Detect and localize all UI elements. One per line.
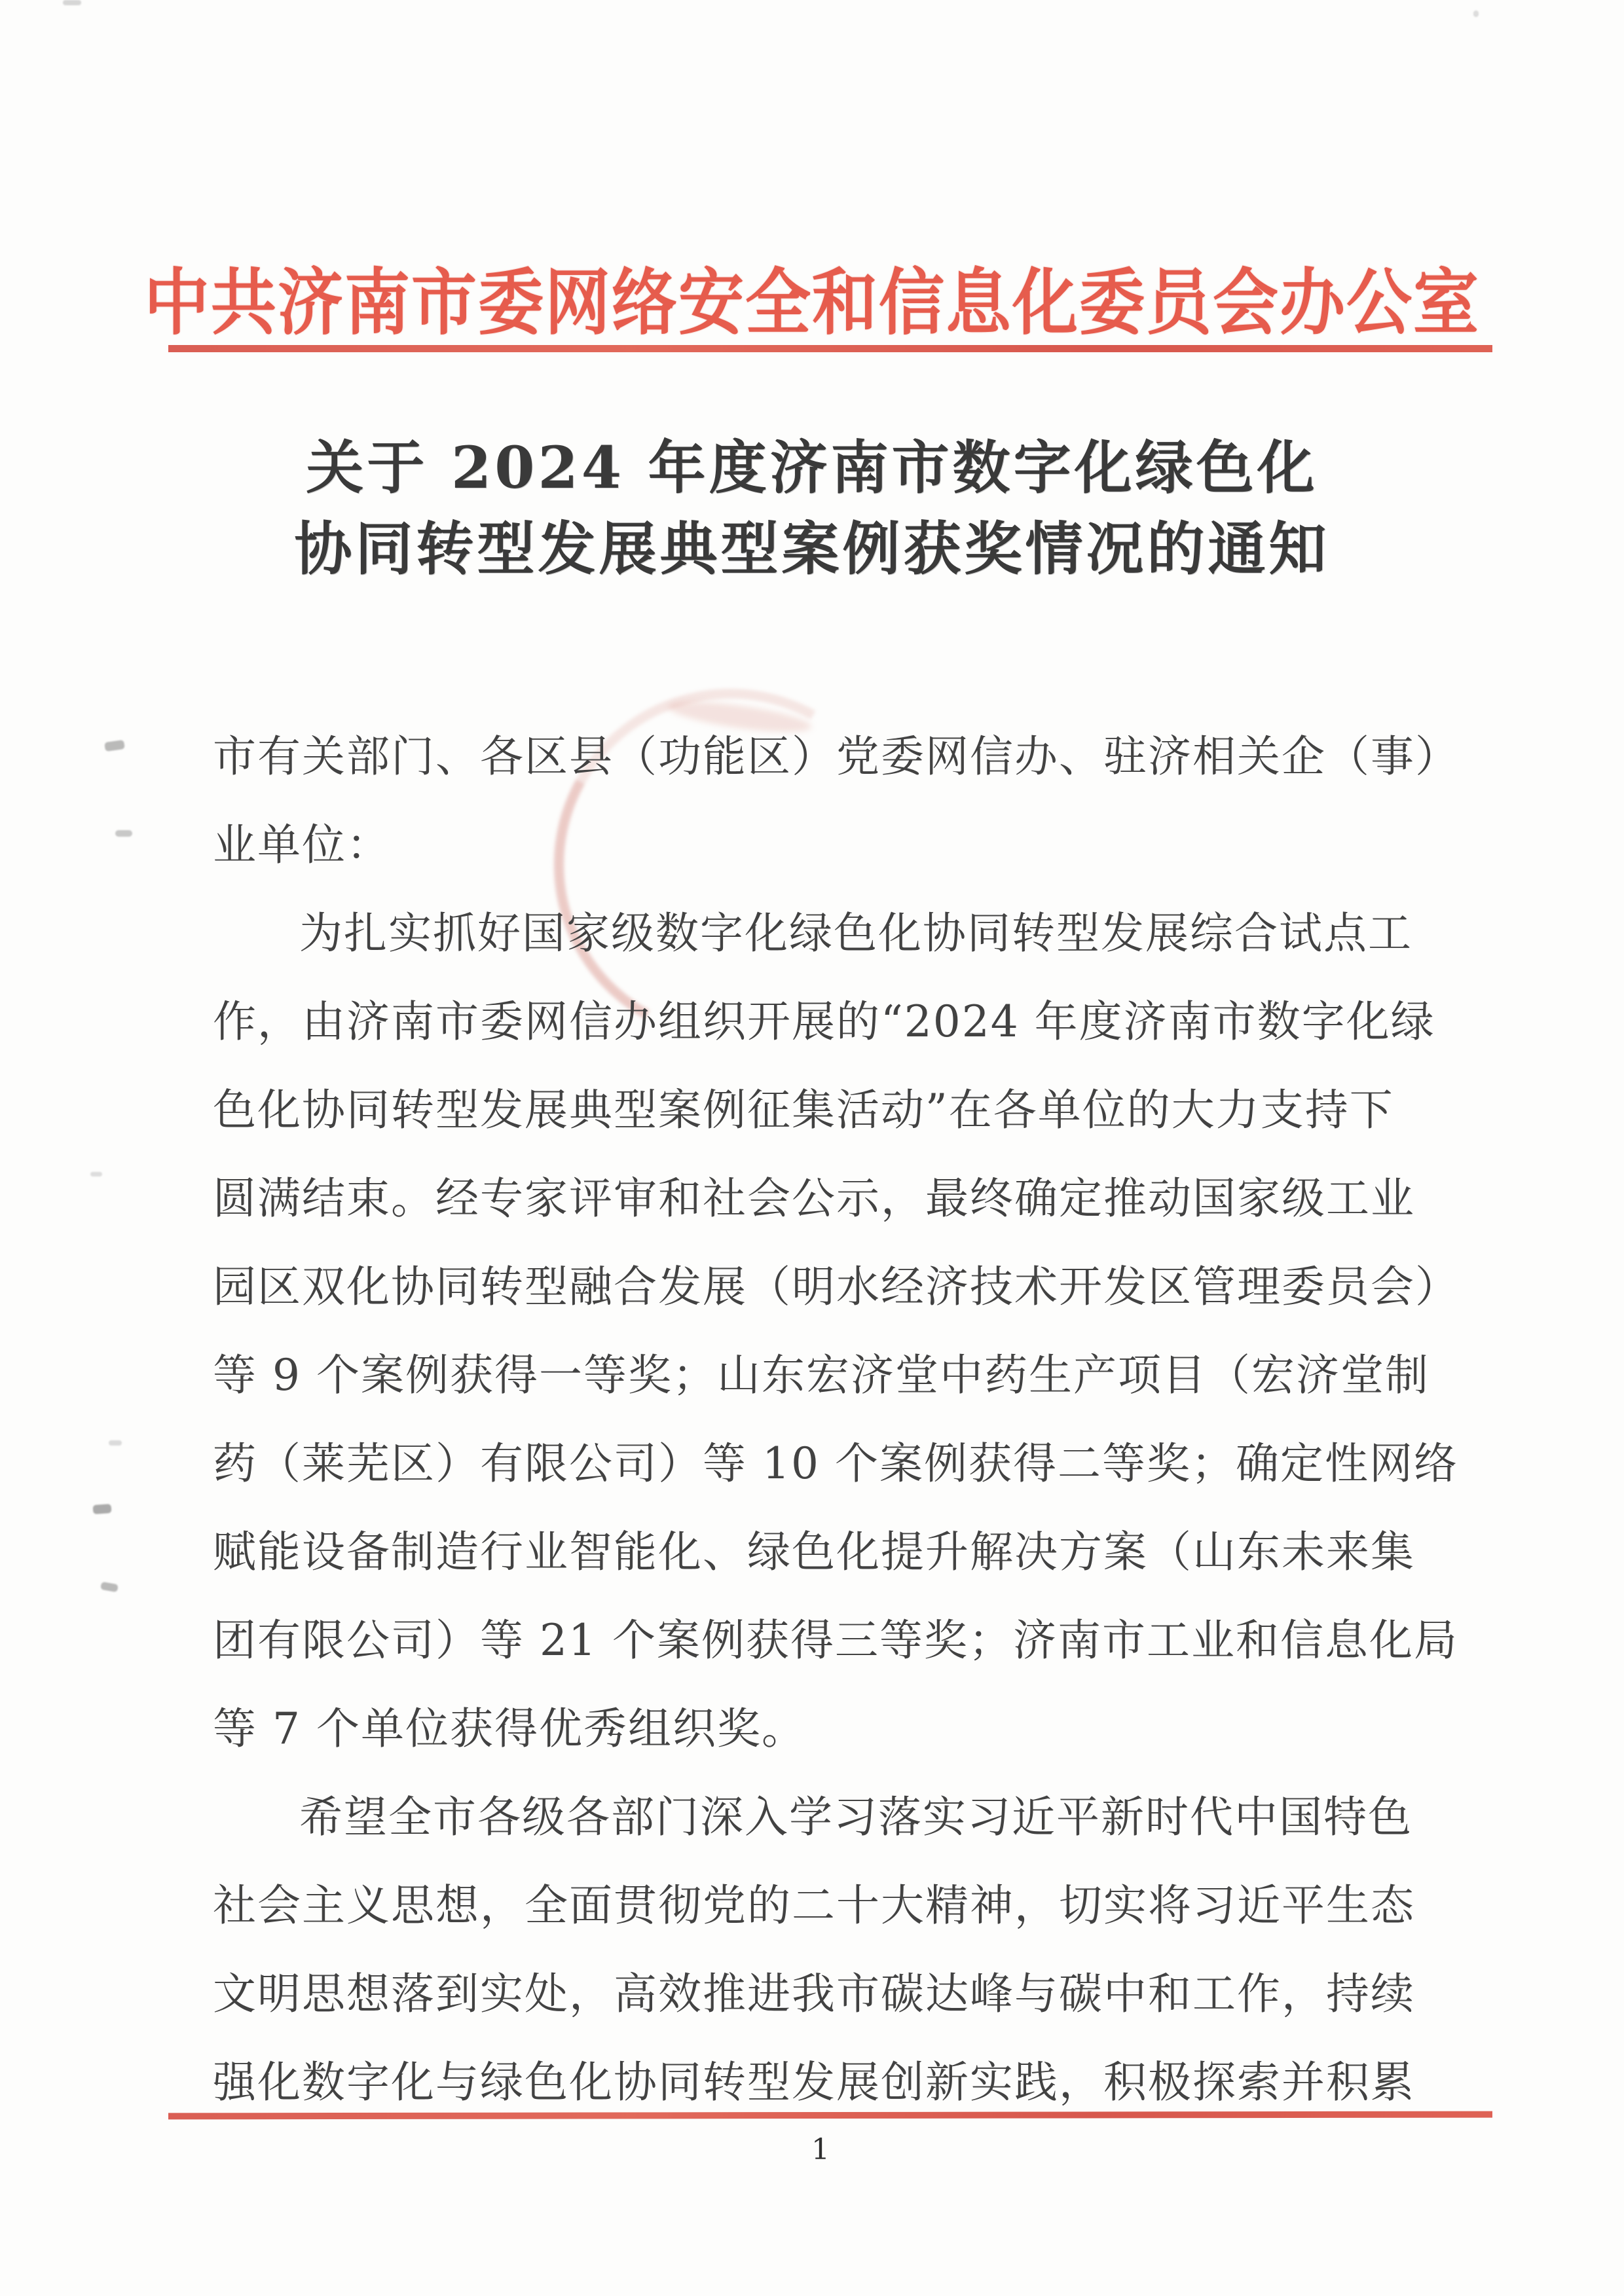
scan-artifact bbox=[93, 1504, 112, 1514]
page-number: 1 bbox=[811, 2133, 830, 2166]
body-line: 希望全市各级各部门深入学习落实习近平新时代中国特色 bbox=[299, 1792, 1412, 1842]
letterhead-office-name: 中共济南市委网络安全和信息化委员会办公室 bbox=[144, 260, 1480, 345]
document-title-line1: 关于 2024 年度济南市数字化绿色化 bbox=[306, 433, 1318, 501]
scan-artifact bbox=[109, 1440, 122, 1446]
scan-artifact bbox=[63, 0, 81, 5]
scan-artifact bbox=[90, 1172, 102, 1176]
scan-artifact bbox=[115, 830, 132, 837]
body-line: 色化协同转型发展典型案例征集活动”在各单位的大力支持下 bbox=[213, 1085, 1394, 1135]
body-line: 等 9 个案例获得一等奖；山东宏济堂中药生产项目（宏济堂制 bbox=[213, 1350, 1430, 1400]
body-line: 强化数字化与绿色化协同转型发展创新实践，积极探索并积累 bbox=[213, 2057, 1415, 2107]
body-line: 等 7 个单位获得优秀组织奖。 bbox=[213, 1704, 806, 1754]
body-line: 药（莱芜区）有限公司）等 10 个案例获得二等奖；确定性网络 bbox=[213, 1438, 1458, 1489]
body-line: 业单位： bbox=[213, 820, 391, 870]
document-title bbox=[0, 427, 1624, 589]
body-line: 为扎实抓好国家级数字化绿色化协同转型发展综合试点工 bbox=[299, 908, 1412, 958]
document-body bbox=[213, 712, 1460, 2126]
scan-artifact bbox=[104, 740, 125, 752]
letterhead-divider-rule bbox=[168, 345, 1492, 352]
document-title-line2: 协同转型发展典型案例获奖情况的通知 bbox=[294, 515, 1330, 583]
body-line: 团有限公司）等 21 个案例获得三等奖；济南市工业和信息化局 bbox=[213, 1615, 1458, 1666]
scan-artifact bbox=[100, 1582, 119, 1592]
body-line: 社会主义思想，全面贯彻党的二十大精神，切实将习近平生态 bbox=[213, 1880, 1415, 1931]
body-line: 文明思想落到实处，高效推进我市碳达峰与碳中和工作，持续 bbox=[213, 1969, 1415, 2019]
body-line: 作，由济南市委网信办组织开展的“2024 年度济南市数字化绿 bbox=[213, 996, 1435, 1047]
body-line: 市有关部门、各区县（功能区）党委网信办、驻济相关企（事） bbox=[213, 731, 1460, 782]
body-line: 园区双化协同转型融合发展（明水经济技术开发区管理委员会） bbox=[213, 1262, 1460, 1312]
scan-artifact bbox=[1473, 10, 1479, 17]
body-line: 圆满结束。经专家评审和社会公示，最终确定推动国家级工业 bbox=[213, 1173, 1415, 1224]
body-line: 赋能设备制造行业智能化、绿色化提升解决方案（山东未来集 bbox=[213, 1527, 1415, 1577]
